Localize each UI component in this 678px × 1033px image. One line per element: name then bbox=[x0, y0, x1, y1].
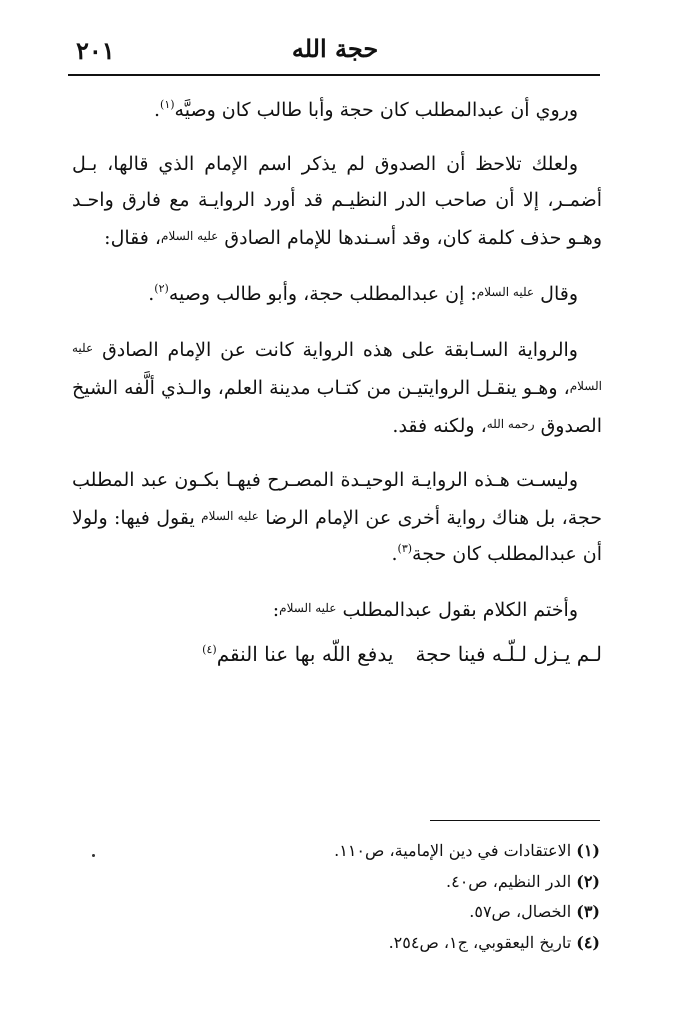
honorific-glyph: عليه السلام bbox=[72, 341, 602, 393]
paragraph-1-end: . bbox=[153, 99, 161, 121]
paragraph-1 bbox=[72, 92, 602, 128]
footnote-text: الدر النظيم، ص٤٠. bbox=[446, 871, 572, 891]
footnote-ref-4: (٤) bbox=[202, 643, 217, 656]
footnote-text: الخصال، ص٥٧. bbox=[469, 902, 572, 921]
page-number: ٢٠١ bbox=[76, 36, 115, 65]
footnote-text: الاعتقادات في دين الإمامية، ص١١٠. bbox=[334, 841, 572, 860]
footnote-number: (١) bbox=[576, 841, 600, 860]
verse-hemistich-1: لـم يـزل لـلّـه فينا حجة bbox=[415, 642, 602, 666]
paragraph-5-end: . bbox=[391, 543, 398, 565]
paragraph-6-part1: وأختم الكلام بقول عبدالمطلب bbox=[342, 599, 578, 621]
paragraph-1-text: وروي أن عبدالمطلب كان حجة وأبا طالب كان وصيَّه bbox=[174, 99, 578, 121]
paragraph-3-part1: وقال bbox=[540, 283, 578, 305]
paragraph-4-part1: والرواية السـابقة على هذه الرواية كانت عن الإمام الصادق bbox=[102, 339, 578, 361]
paragraph-4 bbox=[72, 330, 602, 444]
footnote-ref-2: (٢) bbox=[154, 282, 169, 295]
footnotes bbox=[250, 836, 600, 958]
running-title: حجة الله bbox=[291, 34, 379, 63]
print-speck bbox=[92, 854, 95, 857]
paragraph-2 bbox=[72, 146, 602, 256]
footnote-3 bbox=[250, 897, 600, 928]
paragraph-5 bbox=[72, 462, 602, 572]
footnote-divider bbox=[430, 820, 600, 821]
footnote-1 bbox=[250, 836, 600, 867]
footnote-4 bbox=[250, 928, 600, 959]
honorific-glyph: عليه السلام bbox=[201, 509, 259, 523]
footnote-ref-3: (٣) bbox=[397, 542, 413, 555]
footnote-ref-1: (١) bbox=[160, 98, 175, 111]
footnote-number: (٢) bbox=[576, 871, 600, 891]
footnote-number: (٤) bbox=[576, 932, 600, 952]
paragraph-3 bbox=[72, 274, 602, 312]
paragraph-2-part1: ولعلك تلاحظ أن الصدوق لم يذكر اسم الإمام الذي قالها، بـل أضمـر، إلا أن صاحب الدر النظيـم قد أورد الروايـة مع فارق واحـد وهـو حذف كلمة كان، وقد أسـندها للإمام الصادق bbox=[72, 153, 602, 249]
header-rule bbox=[68, 74, 600, 76]
paragraph-5-part1: وليسـت هـذه الروايـة الوحيـدة المصـرح فيهـا بكـون عبد المطلب حجة، بل هناك رواية أخرى عن الإمام الرضا bbox=[72, 469, 602, 529]
paragraph-3-end: . bbox=[148, 283, 155, 305]
footnote-2 bbox=[250, 867, 600, 898]
paragraph-5-part2: يقول فيها: ولولا أن عبدالمطلب كان حجة bbox=[72, 507, 602, 565]
honorific-glyph: عليه السلام bbox=[279, 601, 337, 615]
paragraph-4-part2: ، وهـو ينقـل الروايتيـن من كتـاب مدينة العلم، والـذي ألَّفه الشيخ الصدوق bbox=[72, 377, 602, 437]
paragraph-3-part2: : إن عبدالمطلب حجة، وأبو طالب وصيه bbox=[168, 283, 477, 305]
paragraph-2-part2: ، فقال: bbox=[104, 227, 162, 249]
honorific-glyph: عليه السلام bbox=[161, 229, 219, 243]
footnote-text: تاريخ اليعقوبي، ج١، ص٢٥٤. bbox=[388, 932, 572, 952]
paragraph-6-part2: : bbox=[272, 599, 280, 621]
paragraph-4-part3: ، ولكنه فقد. bbox=[392, 415, 487, 437]
paragraph-6 bbox=[72, 590, 602, 628]
honorific-glyph: رحمه الله bbox=[486, 417, 535, 431]
honorific-glyph: عليه السلام bbox=[476, 285, 535, 299]
poetry-verse bbox=[72, 636, 602, 672]
footnote-number: (٣) bbox=[576, 902, 600, 921]
verse-hemistich-2: يدفع اللّه بها عنا النقم bbox=[216, 642, 394, 666]
body-text bbox=[72, 92, 602, 672]
page-header bbox=[70, 28, 600, 74]
